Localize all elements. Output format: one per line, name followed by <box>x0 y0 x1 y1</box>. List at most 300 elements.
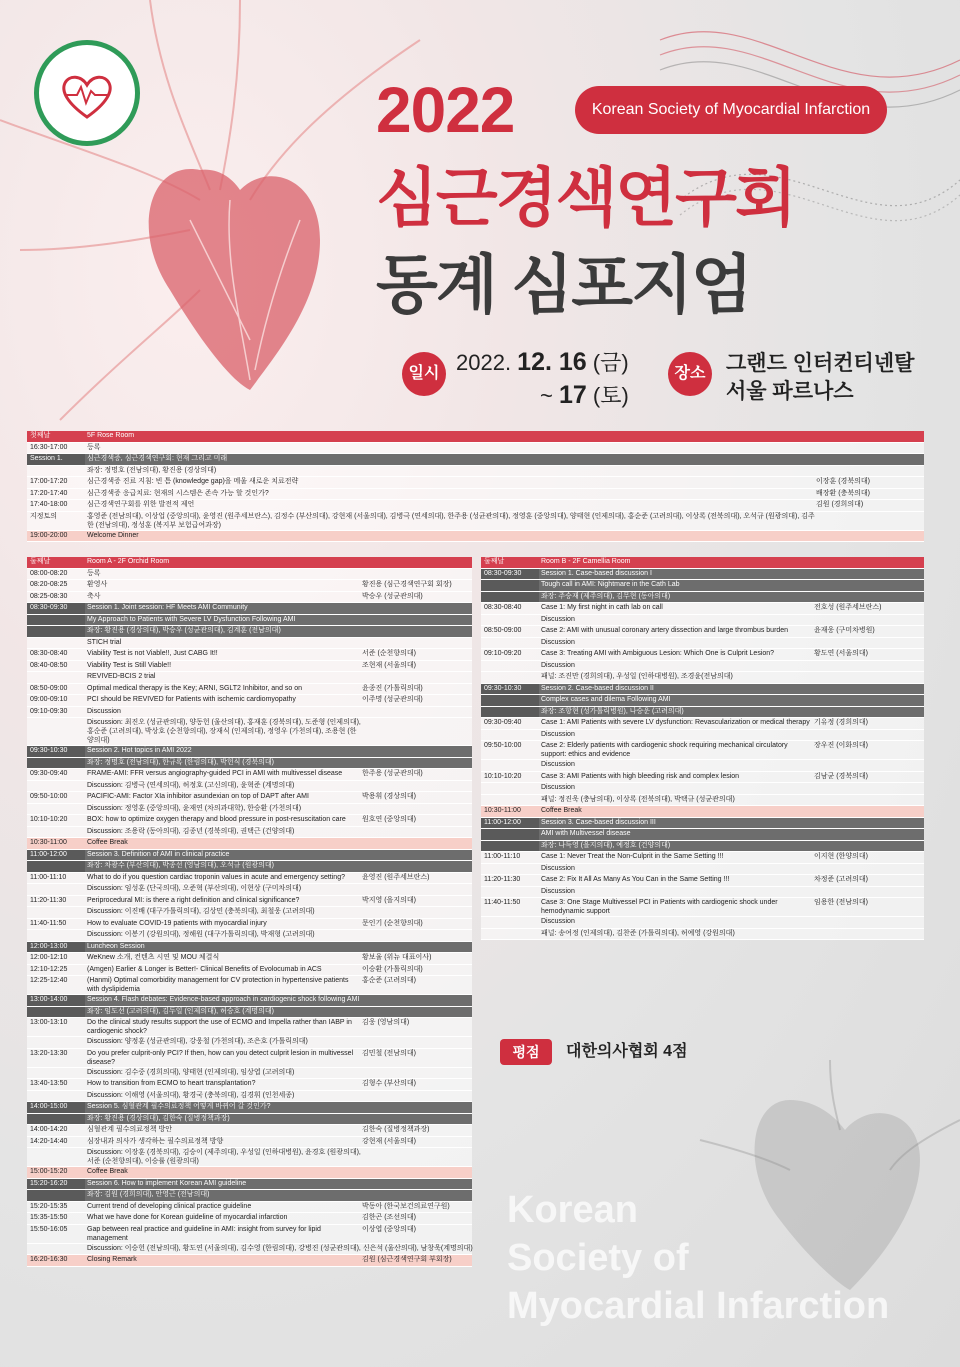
row-title: 심혈관계 필수의료정책 방안 <box>87 1126 173 1133</box>
row-time: 09:30-10:30 <box>27 746 85 757</box>
row-title: Session 1. Joint session: HF Meets AMI Community <box>87 604 248 611</box>
row-title: Case 3: AMI Patients with high bleeding risk and complex lesion <box>541 772 740 780</box>
society-badge: Korean Society of Myocardial Infarction <box>575 86 887 134</box>
table-row <box>27 1213 472 1225</box>
row-speaker: 임용한 (전남의대) <box>814 899 868 906</box>
table-row <box>481 818 924 830</box>
row-speaker: 윤영진 (원주세브란스) <box>362 873 430 881</box>
row-time: 08:25-08:30 <box>30 592 68 600</box>
table-row <box>481 864 924 876</box>
table-row <box>27 707 472 719</box>
table-row <box>27 649 472 661</box>
row-time: 14:00-15:00 <box>27 1102 85 1113</box>
row-time: 09:30-09:40 <box>30 770 68 777</box>
row-speaker <box>814 615 924 626</box>
table-row <box>27 930 472 942</box>
row-title: Discussion: 이진배 (대구가톨릭의대), 김상민 (충북의대), 최철웅 (고려의대) <box>87 908 315 915</box>
table-row <box>27 695 472 707</box>
row-title: Discussion <box>541 615 575 623</box>
row-speaker: 윤종진 (가톨릭의대) <box>362 684 423 692</box>
table-row <box>27 838 472 850</box>
row-speaker <box>362 884 472 895</box>
society-logo <box>34 40 140 146</box>
table-row <box>481 852 924 864</box>
row-time <box>27 615 85 626</box>
row-time: 09:10-09:30 <box>30 707 68 715</box>
row-speaker <box>362 1068 472 1079</box>
credits-text: 대한의사협회 4점 <box>566 1043 688 1060</box>
row-speaker: 강현재 (서울의대) <box>362 1137 416 1145</box>
table-row <box>27 815 472 827</box>
row-title: Discussion: 정영훈 (중앙의대), 윤재연 (차의과대학), 한승환 (가천의대) <box>87 804 302 812</box>
row-time <box>27 1190 85 1201</box>
table-row <box>481 672 924 684</box>
row-title: Discussion: 김병극 (연세의대), 허정호 (고신의대), 윤혁준 (계명의대) <box>87 781 295 789</box>
row-speaker <box>814 638 924 649</box>
table-row <box>27 1125 472 1137</box>
row-time: 11:20-11:30 <box>484 876 521 883</box>
table-row <box>27 953 472 965</box>
row-speaker <box>814 917 924 928</box>
row-title: Case 2: AMI with unusual coronary artery dissection and large thrombus burden <box>541 627 789 634</box>
row-speaker <box>814 806 924 817</box>
row-time <box>27 1148 85 1166</box>
table-header <box>27 557 472 569</box>
row-title: PACIFIC-AMI: Factor XIa inhibitor asundexian on top of DAPT after AMI <box>87 793 309 800</box>
row-title: 홍영준 (전남의대), 이상업 (중앙의대), 윤영진 (원주세브란스), 김정수 (부산의대), 강현재 (서울의대), 김병극 (연세의대), 한주용 (성균관의대), 정영훈 (중앙의대), 양태현 (인제의대), 홍순준 (고려의대), 이상록 (전북의대), 오석규 (원광의대), 김주한 (전남의대), 정성훈 (복지부 보험급여과장) <box>87 512 815 529</box>
table-row <box>27 804 472 816</box>
row-title: Case 1: AMI Patients with severe LV dysfunction: Revascularization or medical therapy <box>541 719 810 726</box>
row-speaker <box>362 758 472 769</box>
table-row <box>27 531 924 543</box>
row-time <box>481 638 539 649</box>
header-day: 첫째날 <box>30 432 51 439</box>
row-time: 11:00-11:10 <box>30 873 67 881</box>
table-row <box>27 1244 472 1256</box>
row-speaker <box>362 907 472 918</box>
row-time: 15:00-15:20 <box>30 1168 68 1175</box>
row-title: FRAME-AMI: FFR versus angiography-guided PCI in AMI with multivessel disease <box>87 770 343 777</box>
table-row <box>27 672 472 684</box>
row-speaker: 김웅 (영남의대) <box>362 1019 410 1026</box>
row-time <box>481 672 539 683</box>
row-title: My Approach to Patients with Severe LV Dysfunction Following AMI <box>87 615 296 623</box>
row-speaker <box>814 592 924 603</box>
day2-room-b-schedule-table <box>481 557 924 940</box>
table-row <box>481 898 924 917</box>
row-title: 좌장: 정명호 (전남의대), 황진용 (경상의대) <box>87 466 217 474</box>
table-row <box>481 615 924 627</box>
table-row <box>27 850 472 862</box>
row-speaker: 이승환 (가톨릭의대) <box>362 965 423 973</box>
row-speaker <box>816 454 924 465</box>
row-time: 15:50-16:05 <box>30 1225 68 1233</box>
row-time: 08:50-09:00 <box>30 684 68 692</box>
row-speaker <box>362 1148 472 1166</box>
table-row <box>27 1007 472 1019</box>
row-speaker: 김한숙 (질병정책과장) <box>362 1126 430 1133</box>
table-row <box>27 466 924 478</box>
table-row <box>27 976 472 995</box>
row-time: 17:40-18:00 <box>30 501 68 508</box>
table-row <box>27 638 472 650</box>
table-row <box>27 995 472 1007</box>
year-title: 2022 <box>376 74 515 146</box>
row-title: Discussion: 양정훈 (성균관의대), 강웅철 (가천의대), 조은호 (가톨릭의대) <box>87 1038 308 1045</box>
row-time: 08:30-09:30 <box>27 603 85 614</box>
row-speaker <box>362 1114 472 1125</box>
row-time <box>481 707 539 718</box>
table-row <box>481 829 924 841</box>
row-title: 좌장: 정명호 (전남의대), 한규록 (한림의대), 박헌식 (경북의대) <box>87 758 275 766</box>
row-speaker: 원호연 (중앙의대) <box>362 816 416 823</box>
row-time: 11:20-11:30 <box>30 896 67 904</box>
row-title: Discussion <box>541 730 575 738</box>
row-time <box>481 929 539 940</box>
table-row <box>27 884 472 896</box>
header-room: 5F Rose Room <box>87 432 135 439</box>
row-time <box>27 1068 85 1079</box>
row-time <box>27 672 85 683</box>
row-title: Discussion <box>541 661 575 669</box>
table-row <box>27 1037 472 1049</box>
row-speaker <box>362 1102 472 1113</box>
row-time: 08:50-09:00 <box>484 627 522 634</box>
table-row <box>481 741 924 760</box>
row-title: 좌장: 김원 (경희의대), 안영근 (전남의대) <box>87 1191 210 1198</box>
row-time: 19:00-20:00 <box>30 531 68 539</box>
day1-schedule-table <box>27 431 924 542</box>
row-title: Closing Remark <box>87 1256 137 1263</box>
row-title: 등록 <box>87 443 101 451</box>
row-title: 심근경색연구회를 위한 발전적 제언 <box>87 501 195 508</box>
row-title: Discussion: 이승헌 (전남의대), 황도연 (서울의대), 김수영 (한림의대), 강병진 (성균관의대), 신은석 (울산의대), 남창욱(계명의대) <box>87 1244 473 1252</box>
row-time <box>27 781 85 792</box>
row-speaker: 홍순준 (고려의대) <box>362 977 416 984</box>
table-row <box>481 707 924 719</box>
table-row <box>481 806 924 818</box>
row-time: 10:10-10:20 <box>30 816 68 823</box>
row-time <box>481 829 539 840</box>
row-title: How to transition from ECMO to heart transplantation? <box>87 1080 256 1087</box>
table-row <box>27 500 924 512</box>
row-title: (Hanmi) Optimal comorbidity management for CV protection in hypertensive patients with dyslipidemia <box>87 977 349 993</box>
row-speaker <box>814 818 924 829</box>
table-row <box>27 758 472 770</box>
table-row <box>27 873 472 885</box>
table-row <box>27 1179 472 1191</box>
table-row <box>481 783 924 795</box>
row-speaker: 전호성 (원주세브란스) <box>814 604 882 611</box>
row-title: Session 3. Case-based discussion III <box>541 818 656 826</box>
row-speaker: 윤재웅 (구미차병원) <box>814 627 875 634</box>
table-row <box>27 769 472 781</box>
row-time: 09:10-09:20 <box>484 650 522 657</box>
table-row <box>481 718 924 730</box>
row-title: Do the clinical study results support the use of ECMO and Impella rather than IABP in cardiogenic shock? <box>87 1019 352 1035</box>
row-title: Session 4. Flash debates: Evidence-based approach in cardiogenic shock following AMI <box>87 996 360 1003</box>
logo-heart-icon <box>39 45 135 141</box>
table-row <box>27 1225 472 1244</box>
row-time: 09:30-09:40 <box>484 719 522 726</box>
row-title: Discussion <box>541 784 575 791</box>
row-title: Periprocedural MI: is there a right definition and clinical significance? <box>87 896 300 904</box>
row-time: 16:30-17:00 <box>30 443 68 451</box>
row-title: AMI with Multivessel disease <box>541 830 631 837</box>
date-line-2: ~ 17 (토) <box>540 381 629 409</box>
row-speaker <box>814 829 924 840</box>
table-row <box>481 795 924 807</box>
row-time <box>27 1091 85 1102</box>
row-title: 패널: 조진만 (경희의대), 우성일 (인하대병원), 조경윤(전남의대) <box>541 673 733 680</box>
row-speaker <box>816 512 924 530</box>
row-time <box>27 827 85 838</box>
table-row <box>27 1167 472 1179</box>
row-time: 08:30-09:30 <box>481 569 539 580</box>
header-room: Room B - 2F Camellia Room <box>541 558 631 565</box>
table-row <box>27 684 472 696</box>
row-speaker: 김형수 (부산의대) <box>362 1080 416 1087</box>
row-title: 축사 <box>87 592 101 600</box>
row-time <box>481 592 539 603</box>
venue-line-1: 그랜드 인터컨티넨탈 <box>726 352 915 375</box>
row-speaker <box>814 864 924 875</box>
row-title: Discussion: 최진오 (성균관의대), 양동헌 (울산의대), 홍재훈 (경북의대), 도준형 (인제의대), 홍순준 (고려의대), 박상호 (순천향의대), 장재식 (인제의대), 정영우 (가천의대), 조용현 (한양의대) <box>87 719 361 744</box>
table-row <box>481 841 924 853</box>
table-row <box>27 781 472 793</box>
table-row <box>27 746 472 758</box>
table-row <box>27 615 472 627</box>
row-time <box>27 638 85 649</box>
row-speaker <box>814 730 924 741</box>
row-title: How to evaluate COVID-19 patients with myocardial injury <box>87 919 267 927</box>
row-time: 17:00-17:20 <box>30 478 68 485</box>
row-time: Session 1. <box>27 454 85 465</box>
row-speaker: 장우진 (이화의대) <box>814 742 868 749</box>
row-time <box>27 804 85 815</box>
row-title: REVIVED-BCIS 2 trial <box>87 673 156 680</box>
row-title: Viability Test is not Viable!!, Just CABG It!! <box>87 650 218 657</box>
row-speaker: 문인기 (순천향의대) <box>362 919 423 927</box>
watermark-line-2: Society of <box>507 1237 689 1279</box>
row-speaker <box>362 1037 472 1048</box>
row-time <box>27 758 85 769</box>
row-title: Welcome Dinner <box>87 531 139 539</box>
table-row <box>27 1202 472 1214</box>
row-speaker <box>816 466 924 477</box>
row-time <box>481 580 539 591</box>
row-title: Discussion: 임성훈 (단국의대), 오준혁 (부산의대), 이현상 (구미차의대) <box>87 885 302 892</box>
row-speaker <box>362 707 472 718</box>
row-time <box>481 661 539 672</box>
row-time: 14:00-14:20 <box>30 1126 68 1133</box>
row-title: Luncheon Session <box>87 942 145 950</box>
row-time: 15:35-15:50 <box>30 1214 68 1221</box>
row-time: 13:00-14:00 <box>27 995 85 1006</box>
row-time <box>481 783 539 794</box>
row-time: 11:00-11:10 <box>484 853 521 860</box>
row-time <box>481 887 539 898</box>
table-row <box>27 965 472 977</box>
event-title: 심근경색연구회 <box>376 162 795 234</box>
row-speaker <box>362 930 472 941</box>
table-row <box>481 887 924 899</box>
row-time: 09:00-09:10 <box>30 696 68 703</box>
row-title: Optimal medical therapy is the Key; ARNI, SGLT2 Inhibitor, and so on <box>87 684 303 692</box>
row-title: 패널: 송여정 (인제의대), 김찬준 (가톨릭의대), 허예영 (강원의대) <box>541 929 735 937</box>
table-row <box>27 1018 472 1037</box>
row-title: 좌장: 차광수 (부산의대), 박종선 (영남의대), 오석규 (원광의대) <box>87 862 275 869</box>
row-speaker: 이지현 (한양의대) <box>814 853 868 860</box>
row-speaker <box>362 942 472 953</box>
row-title: Discussion: 조용락 (동아의대), 김종년 (경북의대), 권택근 (건양의대) <box>87 827 295 835</box>
row-title: 좌장: 나득영 (을지의대), 예정호 (건양의대) <box>541 841 671 849</box>
row-speaker <box>362 603 472 614</box>
row-title: Discussion: 이봉기 (강원의대), 정해원 (대구가톨릭의대), 박재형 (고려의대) <box>87 931 315 938</box>
row-speaker: 이상엽 (중앙의대) <box>362 1225 416 1233</box>
row-speaker <box>362 638 472 649</box>
row-time <box>27 1244 85 1255</box>
row-time <box>27 1114 85 1125</box>
row-title: Case 2: Fix It All As Many As You Can in the Same Setting !!! <box>541 876 730 883</box>
row-time <box>27 626 85 637</box>
row-time <box>27 1037 85 1048</box>
row-title: Case 1: My first night in cath lab on call <box>541 604 663 611</box>
row-title: 좌장: 임도선 (고려의대), 김두일 (인제의대), 허승호 (계명의대) <box>87 1007 275 1015</box>
row-title: 심장내과 의사가 생각하는 필수의료정책 방향 <box>87 1137 224 1145</box>
row-title: Discussion <box>87 707 121 715</box>
row-speaker <box>362 995 472 1006</box>
row-time: 17:20-17:40 <box>30 489 68 497</box>
row-title: Session 2. Case-based discussion II <box>541 684 654 692</box>
table-row <box>481 580 924 592</box>
table-row <box>481 638 924 650</box>
row-title: Discussion <box>541 918 575 925</box>
row-title: What we have done for Korean guideline of myocardial infarction <box>87 1214 288 1221</box>
row-time <box>481 730 539 741</box>
row-title: Current trend of developing clinical practice guideline <box>87 1202 252 1210</box>
row-title: Discussion <box>541 864 575 872</box>
row-title: STICH trial <box>87 638 122 646</box>
row-time: 15:20-15:35 <box>30 1202 68 1210</box>
row-speaker: 박용휘 (경상의대) <box>362 793 416 800</box>
row-time: 12:00-12:10 <box>30 954 68 961</box>
row-title: Case 2: Elderly patients with cardiogenic shock requiring mechanical circulatory support: ethics and evidence <box>541 742 788 758</box>
row-title: Case 3: Treating AMI with Ambiguous Lesion: Which One is Culprit Lesion? <box>541 650 775 657</box>
event-subtitle: 동계 심포지엄 <box>376 249 751 321</box>
table-row <box>27 942 472 954</box>
row-title: 등록 <box>87 569 101 577</box>
table-row <box>27 626 472 638</box>
row-title: Discussion <box>541 887 575 895</box>
table-row <box>481 626 924 638</box>
row-time: 14:20-14:40 <box>30 1137 68 1145</box>
row-title: 좌장: 황진용 (경상의대), 박승우 (성균관의대), 김계훈 (전남의대) <box>87 627 281 634</box>
row-speaker: 배장환 (충북의대) <box>816 489 870 497</box>
row-time: 11:00-12:00 <box>27 850 85 861</box>
row-title: Discussion: 이해영 (서울의대), 황경국 (충북의대), 김경휘 (인천세종) <box>87 1091 295 1099</box>
table-row <box>27 603 472 615</box>
row-time <box>27 718 85 745</box>
table-row <box>27 1102 472 1114</box>
row-speaker <box>362 804 472 815</box>
table-row <box>27 454 924 466</box>
row-time: 11:40-11:50 <box>484 899 521 906</box>
table-row <box>481 929 924 941</box>
table-row <box>481 684 924 696</box>
row-speaker: 김남균 (경북의대) <box>814 772 868 780</box>
row-title: 좌장: 황진용 (경상의대), 김한숙 (질병정책과장) <box>87 1114 230 1122</box>
row-speaker: 박지영 (을지의대) <box>362 896 416 904</box>
row-title: Viability Test is Still Viable!! <box>87 661 172 669</box>
credits-label-badge: 평점 <box>500 1039 552 1065</box>
row-speaker: 조현재 (서울의대) <box>362 661 416 669</box>
table-row <box>27 861 472 873</box>
row-time: 08:00-08:20 <box>30 569 68 577</box>
row-speaker: 황도연 (서울의대) <box>814 650 868 657</box>
row-title: Gap between real practice and guideline in AMI: insight from survey for lipid management <box>87 1225 321 1242</box>
row-time: 08:30-08:40 <box>30 650 68 657</box>
row-speaker <box>814 929 924 940</box>
row-title: 심근경색증 응급치료: 현재의 시스템은 존속 가능 할 것인가? <box>87 489 269 497</box>
table-row <box>481 772 924 784</box>
row-time <box>481 841 539 852</box>
table-row <box>481 695 924 707</box>
row-time <box>481 615 539 626</box>
row-speaker <box>362 1167 472 1178</box>
table-row <box>27 718 472 746</box>
row-speaker <box>362 861 472 872</box>
row-speaker <box>362 838 472 849</box>
row-time: 08:40-08:50 <box>30 661 68 669</box>
row-speaker <box>814 661 924 672</box>
row-speaker: 이장훈 (경북의대) <box>816 478 870 485</box>
table-row <box>27 792 472 804</box>
row-time: 16:20-16:30 <box>30 1256 68 1263</box>
row-title: 심근경색증 진료 지침: 빈 틈 (knowledge gap)을 메울 새로운 치료전략 <box>87 478 299 485</box>
table-row <box>27 489 924 501</box>
row-time <box>27 907 85 918</box>
row-time: 10:30-11:00 <box>484 807 521 814</box>
row-title: Coffee Break <box>541 807 582 814</box>
table-row <box>27 827 472 839</box>
table-row <box>27 1137 472 1149</box>
row-time <box>27 930 85 941</box>
row-speaker: 박승우 (성균관의대) <box>362 592 423 600</box>
venue-line-2: 서울 파르나스 <box>726 380 854 403</box>
row-title: Session 1. Case-based discussion I <box>541 569 652 577</box>
row-speaker: 황진용 (심근경색연구회 회장) <box>362 581 452 588</box>
row-time: 09:50-10:00 <box>30 793 68 800</box>
row-title: Case 1: Never Treat the Non-Culprit in the Same Setting !!! <box>541 853 724 860</box>
row-title: (Amgen) Earlier & Longer is Better!- Clinical Benefits of Evolocumab in ACS <box>87 965 322 973</box>
table-row <box>481 592 924 604</box>
row-time <box>27 861 85 872</box>
row-time: 13:40-13:50 <box>30 1080 68 1087</box>
row-title: Coffee Break <box>87 1168 128 1175</box>
row-time: 12:25-12:40 <box>30 977 68 984</box>
row-title: 환영사 <box>87 581 108 588</box>
row-speaker <box>816 531 924 542</box>
row-speaker: 차정준 (고려의대) <box>814 876 868 883</box>
row-time <box>27 466 85 477</box>
row-title: Session 3. Definition of AMI in clinical practice <box>87 850 230 858</box>
row-speaker <box>816 443 924 454</box>
row-time <box>481 760 539 771</box>
row-speaker <box>362 1179 472 1190</box>
row-speaker <box>814 580 924 591</box>
table-row <box>27 919 472 931</box>
